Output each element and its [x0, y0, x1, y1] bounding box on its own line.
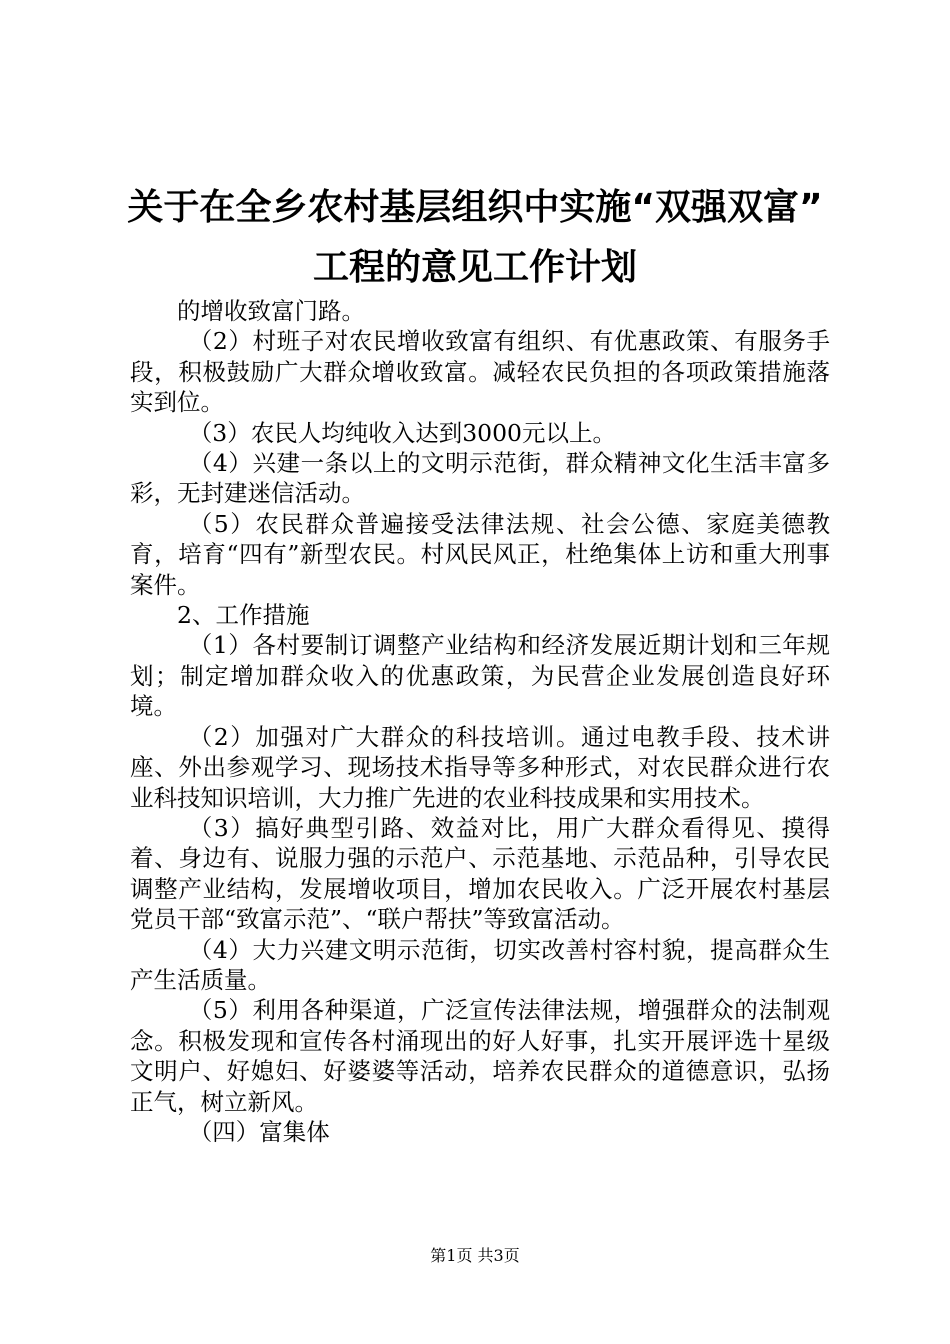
paragraph-5: （5）农民群众普遍接受法律法规、社会公德、家庭美德教育，培育“四有”新型农民。村风民风正，杜绝集体上访和重大刑事案件。 — [130, 509, 830, 599]
paragraph-9: （3）搞好典型引路、效益对比，用广大群众看得见、摸得着、身边有、说服力强的示范户、示范基地、示范品种，引导农民调整产业结构，发展增收项目，增加农民收入。广泛开展农村基层党员干部“致富示范”、“联户帮扶”等致富活动。 — [130, 813, 830, 934]
paragraph-8: （2）加强对广大群众的科技培训。通过电教手段、技术讲座、外出参观学习、现场技术指导等多种形式，对农民群众进行农业科技知识培训，大力推广先进的农业科技成果和实用技术。 — [130, 722, 830, 812]
paragraph-10: （4）大力兴建文明示范街，切实改善村容村貌，提高群众生产生活质量。 — [130, 935, 830, 994]
document-title-line-1: 关于在全乡农村基层组织中实施“双强双富” — [127, 187, 823, 228]
document-body — [130, 296, 830, 1147]
paragraph-2: （2）村班子对农民增收致富有组织、有优惠政策、有服务手段，积极鼓励广大群众增收致富。减轻农民负担的各项政策措施落实到位。 — [130, 327, 830, 417]
section-heading-measures: 2、工作措施 — [177, 601, 310, 630]
paragraph-11: （5）利用各种渠道，广泛宣传法律法规，增强群众的法制观念。积极发现和宣传各村涌现出的好人好事，扎实开展评选十星级文明户、好媳妇、好婆婆等活动，培养农民群众的道德意识，弘扬正气，树立新风。 — [130, 996, 830, 1116]
paragraph-1: 的增收致富门路。 — [177, 297, 365, 325]
page-footer: 第1页 共3页 — [430, 1246, 520, 1265]
paragraph-4: （4）兴建一条以上的文明示范街，群众精神文化生活丰富多彩，无封建迷信活动。 — [130, 449, 830, 508]
document-title-line-2: 工程的意见工作计划 — [312, 247, 637, 288]
paragraph-3: （3）农民人均纯收入达到3000元以上。 — [188, 418, 617, 447]
paragraph-7: （1）各村要制订调整产业结构和经济发展近期计划和三年规划；制定增加群众收入的优惠政策，为民营企业发展创造良好环境。 — [130, 631, 830, 721]
section-heading-collective: （四）富集体 — [188, 1117, 330, 1146]
